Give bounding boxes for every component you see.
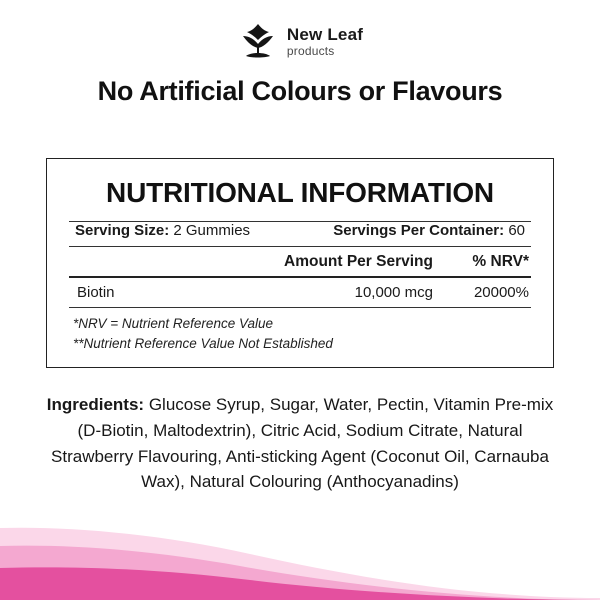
brand-name-line1: New Leaf [286,24,364,44]
brand-wordmark [287,26,363,57]
serving-info-row [69,222,531,246]
footnote-nrv-not-established: **Nutrient Reference Value Not Established [73,335,333,351]
panel-title: NUTRITIONAL INFORMATION [106,177,494,208]
nutrient-name: Biotin [77,284,115,301]
panel-footnotes [69,308,531,353]
table-row [69,278,531,307]
page-title: No Artificial Colours or Flavours [97,76,503,106]
decorative-wave-graphic [0,480,600,600]
ingredients-text: Glucose Syrup, Sugar, Water, Pectin, Vitamin Pre-mix (D-Biotin, Maltodextrin), Citric Acid, Sodium Citrate, Natural Strawberry Flavouring, Anti-sticking Agent (Coconut Oil, Carnauba Wax), Natural Colouring (Anthocyanadins) [51,395,554,492]
nutrition-information-panel [46,158,554,368]
servings-per-container-label: Servings Per Container: [333,222,505,239]
serving-size-value: 2 Gummies [173,222,251,239]
brand-name-line2: products [286,43,335,58]
servings-per-container-value: 60 [508,222,525,239]
nutrient-amount: 10,000 mcg [354,284,433,301]
table-column-headers [69,247,531,276]
brand-logo [0,0,600,62]
column-header-amount-per-serving: Amount Per Serving [284,253,433,270]
nutrient-percent-nrv: 20000% [473,284,529,301]
serving-size-label: Serving Size: [75,222,170,239]
leaf-logo-icon [237,21,279,61]
servings-per-container [333,222,525,239]
footnote-nrv-definition: *NRV = Nutrient Reference Value [73,316,273,331]
ingredients-label: Ingredients: [46,395,145,414]
serving-size [75,222,250,239]
column-header-percent-nrv: % NRV* [472,253,529,270]
